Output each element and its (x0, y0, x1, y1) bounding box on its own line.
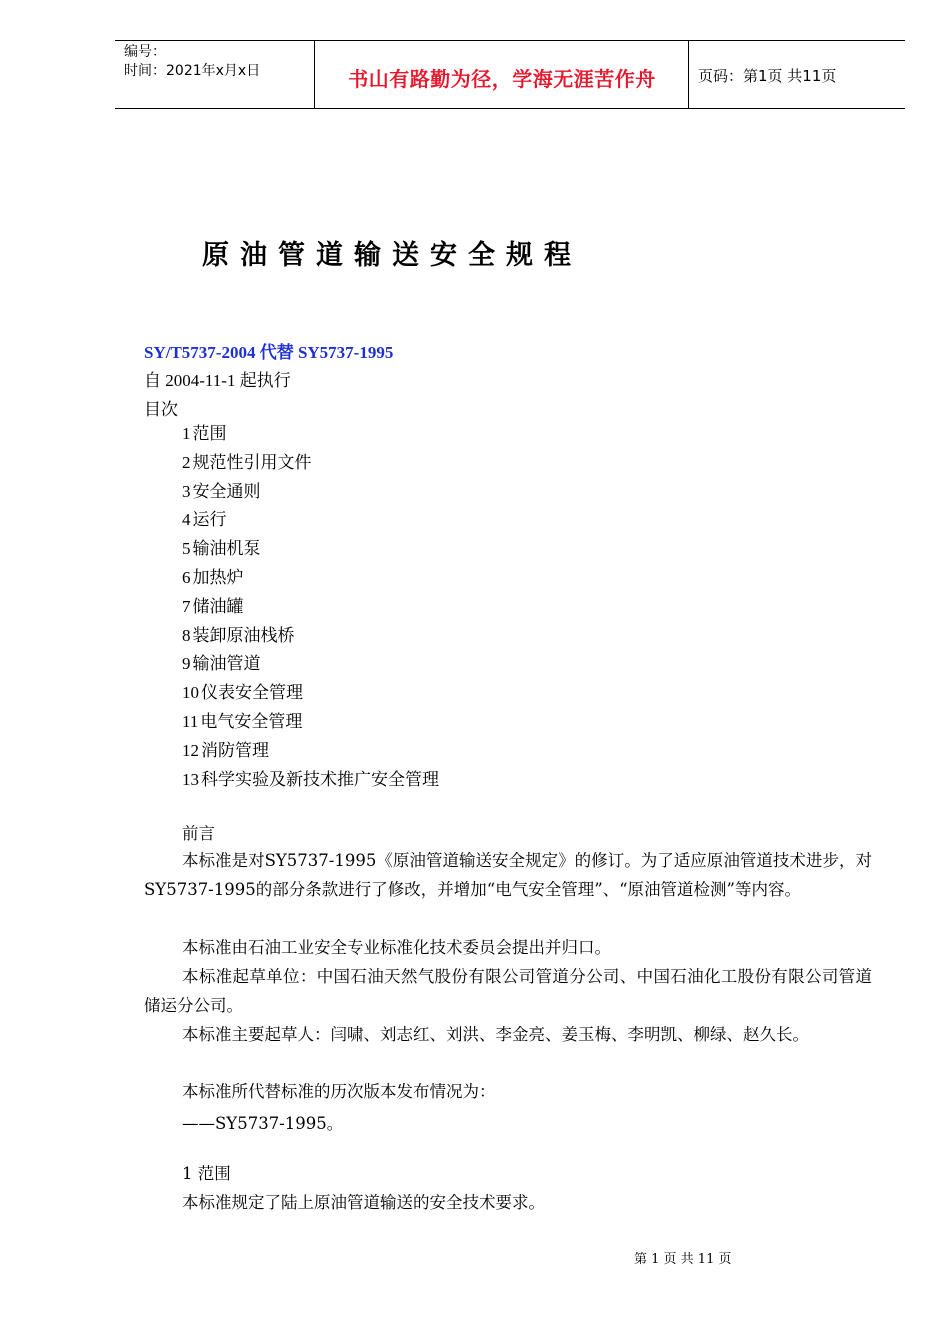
preface-heading: 前言 (182, 824, 215, 843)
preface-paragraph: 本标准由石油工业安全专业标准化技术委员会提出并归口。 (182, 938, 611, 957)
toc-item[interactable] (182, 708, 439, 737)
preface-paragraph: 本标准起草单位：中国石油天然气股份有限公司管道分公司、中国石油化工股份有限公司管道储运分公司。 (144, 967, 872, 1015)
toc-item[interactable] (182, 766, 439, 795)
toc-item[interactable] (182, 506, 439, 535)
toc-item-number: 9 (182, 654, 191, 674)
toc-item-label: 仪表安全管理 (201, 683, 303, 704)
toc-item-number: 10 (182, 683, 199, 703)
toc-item-label: 消防管理 (201, 740, 269, 761)
toc-item-label: 科学实验及新技术推广安全管理 (201, 769, 439, 790)
toc-item-number: 1 (182, 424, 191, 443)
toc-item-label: 范围 (192, 424, 227, 444)
toc-item-number: 12 (182, 740, 199, 760)
section-heading: 1 范围 (182, 1164, 231, 1183)
toc-item[interactable] (182, 593, 439, 622)
preface-paragraph: 本标准是对SY5737-1995《原油管道输送安全规定》的修订。为了适应原油管道技术进步，对SY5737-1995的部分条款进行了修改，并增加“电气安全管理”、“原油管道检测”等内容。 (144, 851, 872, 899)
toc-item[interactable] (182, 478, 439, 507)
toc-item-label: 储油罐 (192, 596, 244, 617)
toc-item-label: 加热炉 (192, 567, 244, 588)
toc-item-number: 2 (182, 452, 191, 472)
toc-item-number: 4 (182, 510, 191, 530)
toc-item-label: 装卸原油栈桥 (192, 625, 295, 646)
header-page-label: 页码：第1页 共11页 (698, 67, 837, 85)
toc-item-label: 输油机泵 (192, 539, 261, 560)
toc-heading: 目次 (144, 400, 178, 420)
effective-date: 自 2004-11-1 起执行 (144, 371, 291, 390)
toc-item-number: 7 (182, 596, 191, 616)
toc-item-number: 3 (182, 481, 191, 501)
toc-item[interactable] (182, 449, 439, 478)
number-label: 编号： (124, 44, 166, 60)
time-label: 时间：2021年x月x日 (124, 63, 261, 79)
page-header (115, 40, 905, 109)
page-footer: 第 1 页 共 11 页 (634, 1252, 732, 1267)
toc-item-label: 规范性引用文件 (192, 452, 312, 473)
section-text: 本标准规定了陆上原油管道输送的安全技术要求。 (182, 1193, 545, 1212)
header-meta (115, 41, 315, 108)
toc-item-label: 电气安全管理 (200, 711, 303, 732)
preface-paragraph: 本标准主要起草人：闫啸、刘志红、刘洪、李金亮、姜玉梅、李明凯、柳绿、赵久长。 (182, 1025, 809, 1044)
toc-item-label: 输油管道 (192, 654, 261, 675)
toc-item[interactable] (182, 420, 439, 449)
toc-item[interactable] (182, 535, 439, 564)
toc-item[interactable] (182, 650, 439, 679)
toc-item-number: 11 (182, 711, 199, 731)
standard-code: SY/T5737-2004 代替 SY5737-1995 (144, 343, 394, 362)
toc-item[interactable] (182, 622, 439, 651)
toc-item[interactable] (182, 564, 439, 593)
toc-item-number: 5 (182, 539, 191, 559)
toc-item[interactable] (182, 679, 439, 708)
preface-history-item: ——SY5737-1995。 (182, 1114, 344, 1133)
header-motto: 书山有路勤为径，学海无涯苦作舟 (316, 41, 689, 108)
document-title: 原油管道输送安全规程 (202, 240, 582, 271)
toc-item-number: 13 (182, 769, 199, 789)
preface-paragraph: 本标准所代替标准的历次版本发布情况为： (182, 1082, 496, 1101)
toc-item-label: 安全通则 (192, 481, 261, 502)
table-of-contents (182, 420, 439, 794)
toc-item[interactable] (182, 737, 439, 766)
toc-item-number: 8 (182, 625, 191, 645)
toc-item-number: 6 (182, 567, 191, 587)
toc-item-label: 运行 (192, 510, 227, 531)
